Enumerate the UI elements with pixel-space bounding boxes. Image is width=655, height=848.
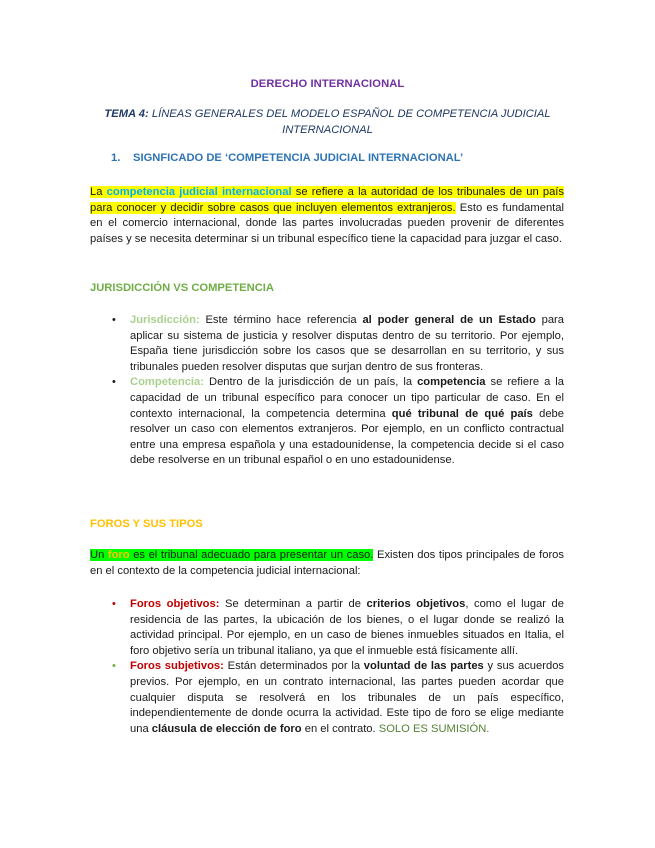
item-bold: competencia: [417, 376, 486, 389]
label-jurisdiccion: Jurisdicción:: [130, 314, 200, 326]
item-text: , como el lugar de residencia de las partes, la ubicación de los bienes, o el lugar donde se realizó la actividad principal. Por ejemplo, en un caso de bienes inmuebles situados en Italia, el foro objetivo sería un tribunal italiano, ya que el inmueble está físicamente allí.: [130, 598, 564, 657]
item-bold: cláusula de elección de foro: [151, 722, 302, 735]
label-competencia: Competencia:: [130, 376, 204, 389]
definition-body: se refiere a la autoridad de los tribunales de un país para conocer y decidir sobre casos que incluyen elementos extranjeros.: [90, 186, 564, 214]
bullet-icon: •: [112, 660, 116, 673]
item-text: se refiere a la capacidad de un tribunal específico para conocer un tipo particular de caso. En el contexto internacional, la competencia determina: [130, 376, 565, 420]
definition-context: Esto es fundamental en el comercio internacional, donde las partes involucradas pueden provenir de diferentes países y se necesita determinar si un tribunal específico tiene la capacidad para juzgar el caso.: [90, 201, 564, 245]
label-foros-subjetivos: Foros subjetivos:: [130, 660, 224, 673]
item-bold: al poder general de un Estado: [362, 314, 536, 326]
list-item: [90, 313, 564, 375]
topic-heading: [90, 106, 565, 138]
label-foros-objetivos: Foros objetivos:: [130, 598, 220, 610]
foro-lead: Un: [90, 549, 108, 561]
item-text: para aplicar su sistema de justicia y resolver disputas dentro de su territorio. Por ejemplo, España tiene jurisdicción sobre los casos que se desarrollan en su territorio, y sus tribunales pueden resolver disputas que surjan dentro de sus fronteras.: [130, 314, 564, 373]
item-text: Están determinados por la: [223, 660, 364, 673]
document-title: DERECHO INTERNACIONAL: [250, 78, 405, 90]
item-bold: criterios objetivos: [366, 598, 466, 610]
section-1-number: 1.: [111, 152, 121, 164]
bullet-icon: •: [112, 314, 116, 326]
list-item: [90, 375, 564, 469]
paragraph-definition: [90, 185, 564, 247]
item-text: y sus acuerdos previos. Por ejemplo, en un contrato internacional, las partes pueden acordar que cualquier disputa se resolverá en los tribunales de un país específico, independientemente de donde ocurra la actividad. Este tipo de foro se elige mediante una: [130, 660, 565, 735]
section-1-title: SIGNFICADO DE ‘COMPETENCIA JUDICIAL INTERNACIONAL’: [133, 152, 464, 164]
section-1-heading: [111, 152, 463, 164]
list-jurisdiccion: [90, 313, 564, 469]
item-text: debe resolver un caso con elementos extranjeros. Por ejemplo, en un conflicto contractual entre una empresa española y una estadounidense, la competencia decide si el caso debe resolverse en un tribunal español o en uno estadounidense.: [130, 407, 564, 467]
item-bold: qué tribunal de qué país: [391, 407, 533, 420]
item-text: Este término hace referencia: [199, 314, 363, 326]
term-foro: foro: [107, 549, 130, 561]
bullet-icon: •: [112, 598, 116, 610]
list-item: [90, 659, 564, 737]
foro-context: Existen dos tipos principales de foros en el contexto de la competencia judicial internacional:: [90, 549, 564, 577]
note-solo-sumision: SOLO ES SUMISIÓN.: [378, 722, 490, 735]
list-foros: [90, 597, 564, 737]
term-competencia-judicial: competencia judicial internacional: [106, 186, 292, 198]
item-bold: voluntad de las partes: [363, 660, 484, 673]
foro-body: es el tribunal adecuado para presentar un caso.: [129, 549, 374, 561]
bullet-icon: •: [112, 376, 116, 389]
heading-jurisdiccion-vs-competencia: JURISDICCIÓN VS COMPETENCIA: [90, 282, 274, 294]
item-text: en el contrato.: [301, 722, 379, 735]
topic-prefix: TEMA 4:: [104, 108, 149, 120]
item-text: Se determinan a partir de: [219, 598, 367, 610]
highlighted-foro: [90, 549, 373, 561]
heading-foros-y-tipos: FOROS Y SUS TIPOS: [90, 518, 203, 530]
topic-text: LÍNEAS GENERALES DEL MODELO ESPAÑOL DE COMPETENCIA JUDICIAL INTERNACIONAL: [148, 108, 551, 136]
list-item: [90, 597, 564, 659]
paragraph-foro: [90, 548, 564, 579]
item-text: Dentro de la jurisdicción de un país, la: [203, 376, 418, 389]
definition-lead: La: [90, 186, 107, 198]
